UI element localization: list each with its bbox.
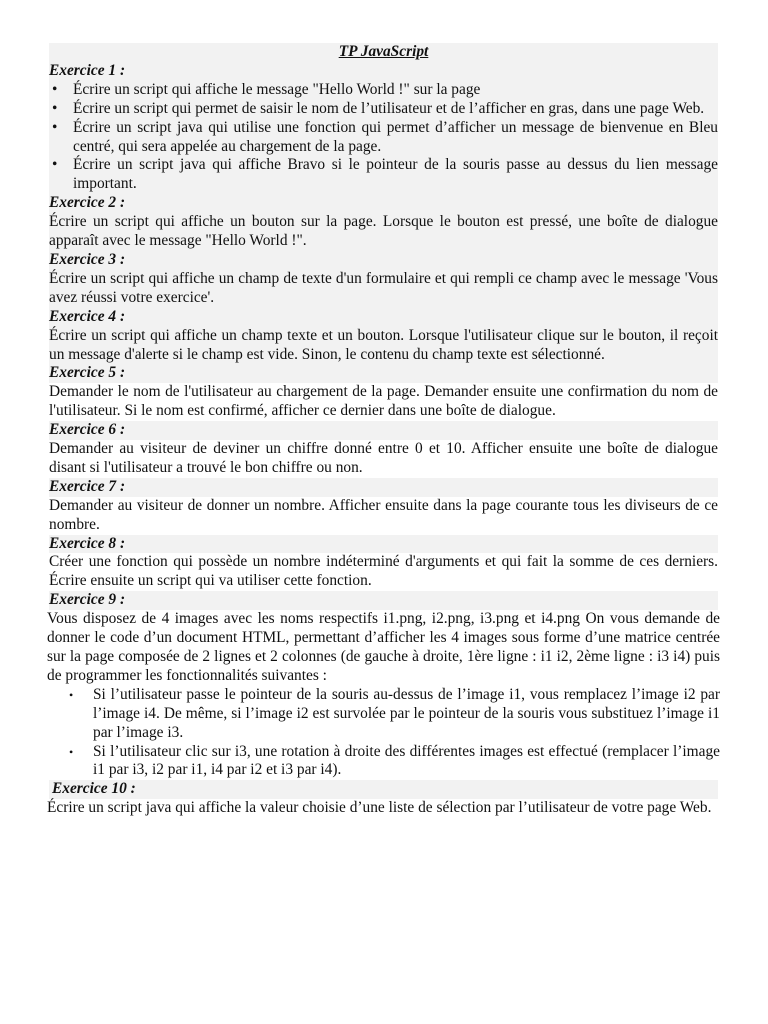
bullet-icon: • [69, 744, 74, 759]
exercise-1-heading: Exercice 1 : [49, 61, 126, 79]
document [47, 43, 720, 818]
list-item: • Écrire un script qui permet de saisir le nom de l’utilisateur et de l’afficher en gras, dans une page Web. [52, 99, 705, 117]
bullet-icon: • [52, 80, 58, 98]
exercise-8-text: Créer une fonction qui possède un nombre indéterminé d'arguments et qui fait la somme de ces derniers. Écrire ensuite un script qui va utiliser cette fonction. [49, 553, 718, 590]
exercise-7-heading: Exercice 7 : [49, 478, 718, 497]
exercise-3-heading: Exercice 3 : [49, 250, 126, 268]
list-item: • Écrire un script java qui utilise une fonction qui permet d’afficher un message de bienvenue en Bleu centré, qui sera appelée au chargement de la page. [52, 118, 718, 155]
bullet-icon: • [52, 118, 58, 136]
bullet-icon: • [52, 99, 58, 117]
exercise-4-heading: Exercice 4 : [49, 307, 126, 325]
list-item: • Si l’utilisateur clic sur i3, une rotation à droite des différentes images est effectué (remplacer l’image i1 par i3, i2 par i1, i4 par i2 et i3 par i4). [69, 742, 720, 779]
exercise-5-text: Demander le nom de l'utilisateur au chargement de la page. Demander ensuite une confirmation du nom de l'utilisateur. Si le nom est confirmé, afficher ce dernier dans une boîte de dialogue. [49, 383, 718, 420]
bullet-icon: • [69, 687, 74, 702]
exercise-9-heading: Exercice 9 : [49, 591, 718, 610]
exercise-7-text: Demander au visiteur de donner un nombre. Afficher ensuite dans la page courante tous les diviseurs de ce nombre. [49, 496, 718, 533]
list-item: • Écrire un script qui affiche le message "Hello World !" sur la page [52, 80, 481, 98]
list-item: • Si l’utilisateur passe le pointeur de la souris au-dessus de l’image i1, vous remplacez l’image i2 par l’image i4. De même, si l’image i2 est survolée par le pointeur de la souris vous substituez l’image i1 par l’image i3. [69, 685, 720, 741]
list-item: • Écrire un script java qui affiche Bravo si le pointeur de la souris passe au dessus du lien message important. [52, 156, 718, 193]
bullet-icon: • [52, 156, 58, 174]
exercise-block [49, 43, 718, 383]
exercise-2-text: Écrire un script qui affiche un bouton sur la page. Lorsque le bouton est pressé, une boîte de dialogue apparaît avec le message "Hello World !". [49, 213, 718, 250]
exercise-2-heading: Exercice 2 : [49, 194, 126, 212]
exercise-10-text: Écrire un script java qui affiche la valeur choisie d’une liste de sélection par l’utilisateur de votre page Web. [47, 799, 712, 817]
exercise-4-text: Écrire un script qui affiche un champ texte et un bouton. Lorsque l'utilisateur clique sur le bouton, il reçoit un message d'alerte si le champ est vide. Sinon, le contenu du champ texte est sélectionné. [49, 326, 718, 363]
exercise-5-heading: Exercice 5 : [49, 364, 126, 382]
exercise-10-heading: Exercice 10 : [49, 780, 718, 799]
exercise-9-text: Vous disposez de 4 images avec les noms respectifs i1.png, i2.png, i3.png et i4.png On vous demande de donner le code d’un document HTML, permettant d’afficher les 4 images sous forme d’une matrice centrée sur la page composée de 2 lignes et 2 colonnes (de gauche à droite, 1ère ligne : i1 i2, 2ème ligne : i3 i4) puis de programmer les fonctionnalités suivantes : [47, 610, 720, 684]
document-title: TP JavaScript [338, 43, 429, 60]
exercise-9-list [47, 686, 720, 781]
exercise-6-heading: Exercice 6 : [49, 421, 718, 440]
exercise-8-heading: Exercice 8 : [49, 535, 718, 554]
exercise-1-list [49, 81, 718, 194]
exercise-6-text: Demander au visiteur de deviner un chiffre donné entre 0 et 10. Afficher ensuite une boîte de dialogue disant si l'utilisateur a trouvé le bon chiffre ou non. [49, 440, 718, 476]
exercise-3-text: Écrire un script qui affiche un champ de texte d'un formulaire et qui rempli ce champ avec le message 'Vous avez réussi votre exercice'. [49, 269, 718, 306]
